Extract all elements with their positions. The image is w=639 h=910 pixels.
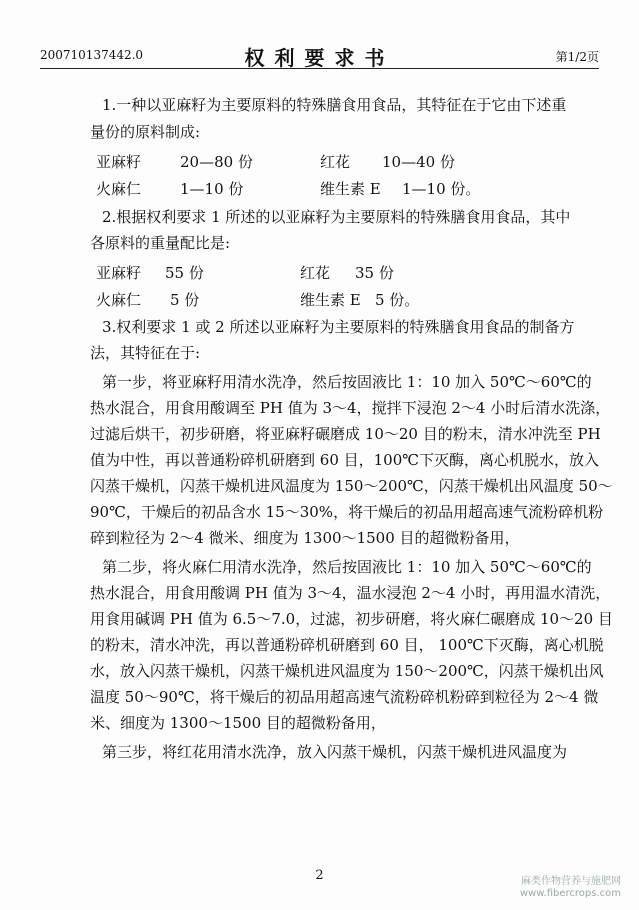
claim-2-ingredient-amount: 5 份 — [170, 291, 200, 309]
claim-2-line-2: 各原料的重量配比是: — [90, 234, 231, 252]
step-1-line: 闪蒸干燥机，闪蒸干燥机进风温度为 150～200℃，闪蒸干燥机出风温度 50～ — [90, 477, 613, 495]
step-1-line: 90℃，干燥后的初品含水 15～30%，将干燥后的初品用超高速气流粉碎机粉 — [90, 503, 604, 521]
claim-1-ingredient-name: 亚麻籽 — [96, 153, 142, 171]
claim-2-line-1: 2.根据权利要求 1 所述的以亚麻籽为主要原料的特殊膳食用食品，其中 — [102, 208, 571, 226]
document-title: 权利要求书 — [244, 46, 395, 70]
watermark-url: www.fibercrops.com — [519, 888, 621, 899]
step-2-line: 温度 50～90℃，将干燥后的初品用超高速气流粉碎机粉碎到粒径为 2～4 微 — [90, 688, 599, 706]
claim-1-ingredient-name: 红花 — [320, 153, 351, 171]
claim-3-line-1: 3.权利要求 1 或 2 所述以亚麻籽为主要原料的特殊膳食用食品的制备方 — [102, 318, 575, 336]
claim-1-ingredient-name: 维生素 E — [320, 180, 381, 198]
claim-1-ingredient-amount: 1—10 份 — [180, 180, 244, 198]
claim-2-ingredient-amount: 55 份 — [165, 264, 204, 282]
header-divider — [40, 68, 599, 69]
step-2-line: 热水混合，用食用酸调 PH 值为 3～4，温水浸泡 2～4 小时，再用温水清洗， — [90, 584, 611, 602]
claim-2-ingredient-amount: 35 份 — [355, 264, 394, 282]
claim-1-ingredient-amount: 20—80 份 — [180, 153, 253, 171]
step-2-line: 第二步，将火麻仁用清水洗净，然后按固液比 1：10 加入 50℃～60℃的 — [102, 558, 592, 576]
application-number: 200710137442.0 — [40, 48, 144, 62]
claim-3-line-2: 法，其特征在于: — [90, 344, 201, 362]
step-3-line: 第三步，将红花用清水洗净，放入闪蒸干燥机，闪蒸干燥机进风温度为 — [102, 743, 568, 761]
claim-1-line-1: 1.一种以亚麻籽为主要原料的特殊膳食用食品，其特征在于它由下述重 — [102, 96, 567, 114]
step-2-line: 米、细度为 1300～1500 目的超微粉备用， — [90, 714, 386, 732]
claim-1-ingredient-name: 火麻仁 — [96, 180, 142, 198]
claim-2-ingredient-name: 火麻仁 — [96, 291, 142, 309]
claim-2-ingredient-amount: 5 份。 — [375, 291, 420, 309]
step-1-line: 过滤后烘干，初步研磨，将亚麻籽碾磨成 10～20 目的粉末，清水冲洗至 PH — [90, 425, 601, 443]
page-marker: 第1/2页 — [555, 50, 599, 64]
step-1-line: 第一步，将亚麻籽用清水洗净，然后按固液比 1：10 加入 50℃～60℃的 — [102, 373, 592, 391]
step-1-line: 碎到粒径为 2～4 微米、细度为 1300～1500 目的超微粉备用， — [90, 529, 520, 547]
claim-1-line-2: 量份的原料制成: — [90, 123, 201, 141]
watermark-text: 麻类作物营养与施肥网 — [521, 876, 621, 887]
claim-1-ingredient-amount: 10—40 份 — [382, 153, 455, 171]
step-2-line: 用食用碱调 PH 值为 6.5～7.0，过滤，初步研磨，将火麻仁碾磨成 10～20 目 — [90, 610, 613, 628]
claim-2-ingredient-name: 亚麻籽 — [96, 264, 142, 282]
step-1-line: 热水混合，用食用酸调至 PH 值为 3～4，搅拌下浸泡 2～4 小时后清水洗涤， — [90, 399, 611, 417]
claim-2-ingredient-name: 维生素 E — [300, 291, 361, 309]
claim-1-ingredient-amount: 1—10 份。 — [402, 180, 481, 198]
step-2-line: 的粉末，清水冲洗，再以普通粉碎机研磨到 60 目， 100℃下灭酶，离心机脱 — [90, 636, 604, 654]
claim-2-ingredient-name: 红花 — [300, 264, 331, 282]
step-2-line: 水，放入闪蒸干燥机，闪蒸干燥机进风温度为 150～200℃，闪蒸干燥机出风 — [90, 662, 604, 680]
page-number: 2 — [315, 868, 324, 883]
step-1-line: 值为中性，再以普通粉碎机研磨到 60 目，100℃下灭酶，离心机脱水，放入 — [90, 451, 600, 469]
